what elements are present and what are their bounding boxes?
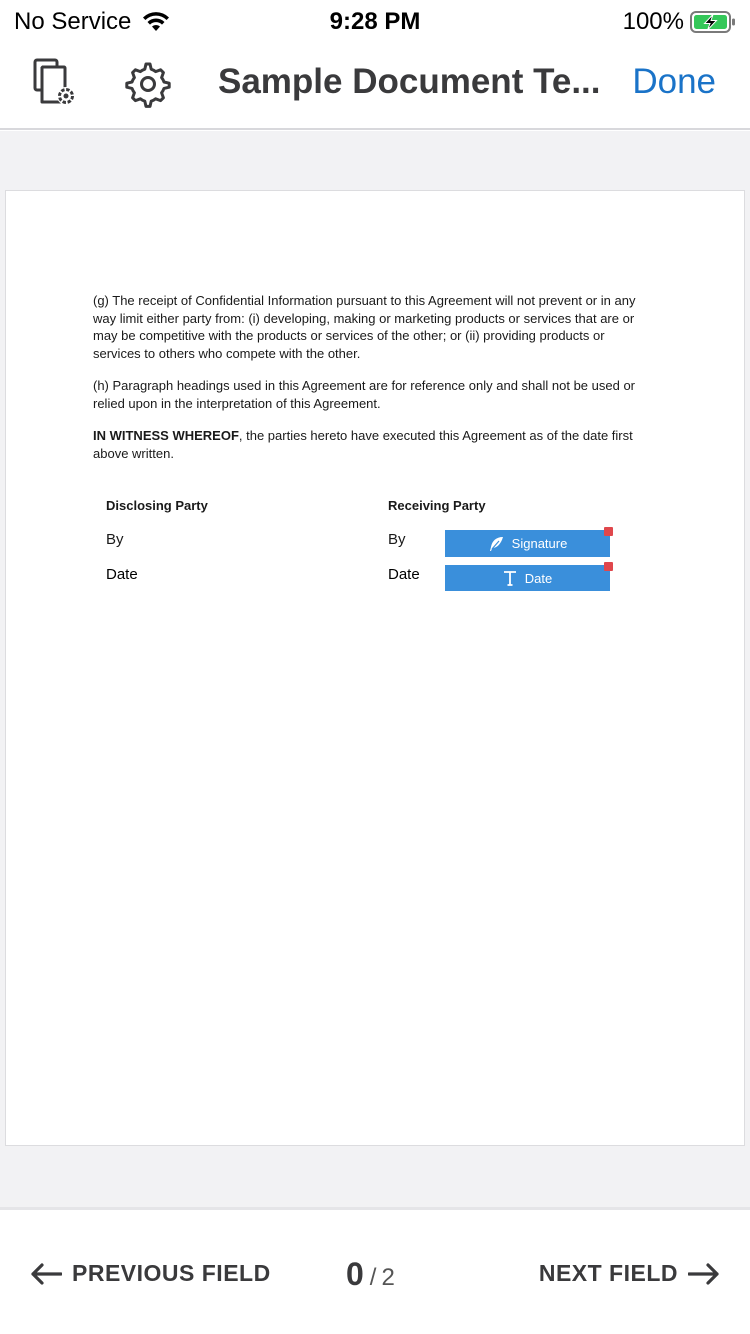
paragraph-h: (h) Paragraph headings used in this Agreement are for reference only and shall not be used or relied upon in the interpretation of this Agreement. xyxy=(93,378,636,411)
paragraph-g: (g) The receipt of Confidential Information pursuant to this Agreement will not prevent or in any way limit either party from: (i) developing, making or marketing products or services that are or may be competitive with the products or services of the other; or (ii) providing products or services to others who compete with the other. xyxy=(93,293,636,361)
required-marker xyxy=(604,562,613,571)
carrier-label: No Service xyxy=(14,8,132,35)
receiving-by-label: By xyxy=(388,531,406,548)
date-field[interactable] xyxy=(445,565,610,591)
battery-percentage: 100% xyxy=(622,8,684,35)
nav-bar xyxy=(0,42,750,130)
previous-field-label: PREVIOUS FIELD xyxy=(72,1260,271,1286)
field-navigation-bar xyxy=(0,1207,750,1334)
counter-separator: / xyxy=(369,1264,377,1291)
status-bar xyxy=(0,0,750,42)
page-title: Sample Document Te... xyxy=(218,62,601,101)
gear-icon[interactable] xyxy=(124,60,172,108)
witness-heading: IN WITNESS WHEREOF xyxy=(93,428,239,443)
status-right xyxy=(623,8,736,36)
disclosing-party-label: Disclosing Party xyxy=(106,498,208,513)
previous-field-button[interactable] xyxy=(30,1260,271,1287)
signature-field[interactable] xyxy=(445,530,610,557)
current-field-number: 0 xyxy=(346,1256,364,1292)
document-viewer[interactable] xyxy=(0,131,750,1207)
arrow-left-icon xyxy=(30,1263,62,1285)
done-button[interactable]: Done xyxy=(632,62,716,101)
receiving-party-label: Receiving Party xyxy=(388,498,486,513)
next-field-label: NEXT FIELD xyxy=(538,1260,678,1286)
status-time: 9:28 PM xyxy=(329,8,421,35)
document-settings-icon[interactable] xyxy=(32,58,78,108)
paragraph-witness xyxy=(93,427,655,462)
required-marker xyxy=(604,527,613,536)
text-icon xyxy=(503,570,517,586)
document-page xyxy=(5,190,745,1146)
disclosing-date-label: Date xyxy=(106,566,138,583)
total-field-count: 2 xyxy=(381,1264,395,1291)
arrow-right-icon xyxy=(688,1263,720,1285)
disclosing-by-label: By xyxy=(106,531,124,548)
field-counter xyxy=(346,1256,395,1293)
receiving-date-label: Date xyxy=(388,566,420,583)
signature-field-label: Signature xyxy=(511,536,568,551)
witness-text: , the parties hereto have executed this Agreement as of the date first above written. xyxy=(93,428,633,461)
next-field-button[interactable] xyxy=(539,1260,720,1287)
date-field-label: Date xyxy=(524,570,553,586)
feather-icon xyxy=(488,536,504,552)
battery-charging-icon xyxy=(690,11,736,33)
